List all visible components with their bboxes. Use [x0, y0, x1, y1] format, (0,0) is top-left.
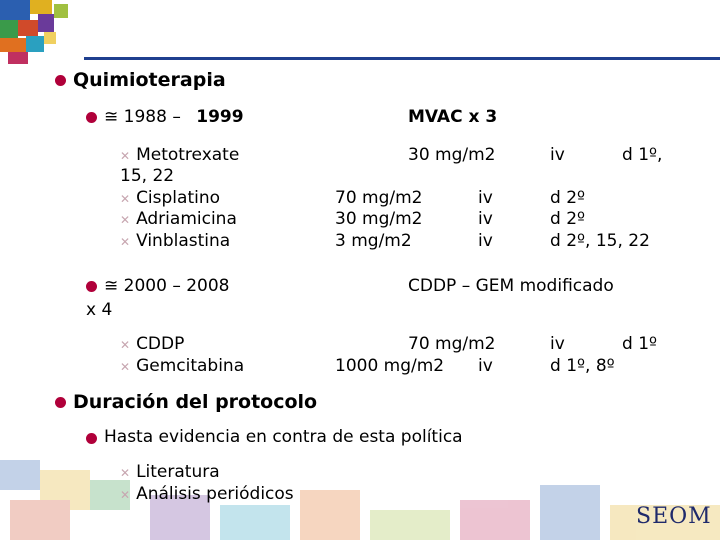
drug-item: ✕ Metotrexate [120, 145, 240, 165]
bullet-icon [86, 433, 97, 444]
bullet-icon [55, 397, 66, 408]
drug-item: ✕ Gemcitabina [120, 356, 245, 376]
drug-item: ✕ Adriamicina [120, 209, 237, 229]
route-text: iv [478, 356, 493, 376]
bullet-icon [86, 112, 97, 123]
route-text: iv [550, 145, 565, 165]
x-mark-icon: ✕ [120, 360, 131, 374]
route-text: iv [478, 231, 493, 251]
bullet-icon [55, 75, 66, 86]
dose-text: 70 mg/m2 [408, 334, 496, 354]
drug-item: ✕ Cisplatino [120, 188, 221, 208]
bullet-icon [86, 281, 97, 292]
route-text: iv [550, 334, 565, 354]
day-text: d 2º [550, 209, 586, 229]
day-text: d 1º, 8º [550, 356, 615, 376]
drug-item: ✕ Vinblastina [120, 231, 231, 251]
dose-text: 70 mg/m2 [335, 188, 423, 208]
x-mark-icon: ✕ [120, 192, 131, 206]
section-title-quimioterapia: Quimioterapia [73, 69, 226, 91]
drug-item: ✕ CDDP [120, 334, 185, 354]
dose-text: 30 mg/m2 [335, 209, 423, 229]
dose-text: 1000 mg/m2 [335, 356, 445, 376]
x-mark-icon: ✕ [120, 213, 131, 227]
period-start-label: ≅ 1988 – [104, 107, 181, 127]
x-mark-icon: ✕ [120, 338, 131, 352]
x-mark-icon: ✕ [120, 488, 131, 502]
drug-wrap-text: 15, 22 [120, 166, 175, 186]
day-text: d 1º, [622, 145, 663, 165]
duration-text: Hasta evidencia en contra de esta política [104, 427, 463, 447]
mosaic-decoration-top [0, 0, 80, 70]
regimen-cddp-gem: CDDP – GEM modificado [408, 276, 614, 296]
x-mark-icon: ✕ [120, 235, 131, 249]
section-title-duracion: Duración del protocolo [73, 391, 318, 413]
day-text: d 1º [622, 334, 658, 354]
route-text: iv [478, 209, 493, 229]
times-text: x 4 [86, 300, 113, 320]
regimen-mvac: MVAC x 3 [408, 107, 498, 127]
day-text: d 2º [550, 188, 586, 208]
x-mark-icon: ✕ [120, 149, 131, 163]
period-2000: ≅ 2000 – 2008 [104, 276, 230, 296]
seom-logo: SEOM [636, 504, 712, 529]
header-rule [84, 57, 720, 60]
dose-text: 30 mg/m2 [408, 145, 496, 165]
item-literatura: ✕ Literatura [120, 462, 220, 482]
mosaic-decoration-bottom [0, 450, 720, 540]
route-text: iv [478, 188, 493, 208]
dose-text: 3 mg/m2 [335, 231, 412, 251]
item-analisis: ✕ Análisis periódicos [120, 484, 294, 504]
x-mark-icon: ✕ [120, 466, 131, 480]
day-text: d 2º, 15, 22 [550, 231, 650, 251]
period-1988 [104, 107, 244, 127]
period-end-year: 1999 [196, 107, 244, 127]
